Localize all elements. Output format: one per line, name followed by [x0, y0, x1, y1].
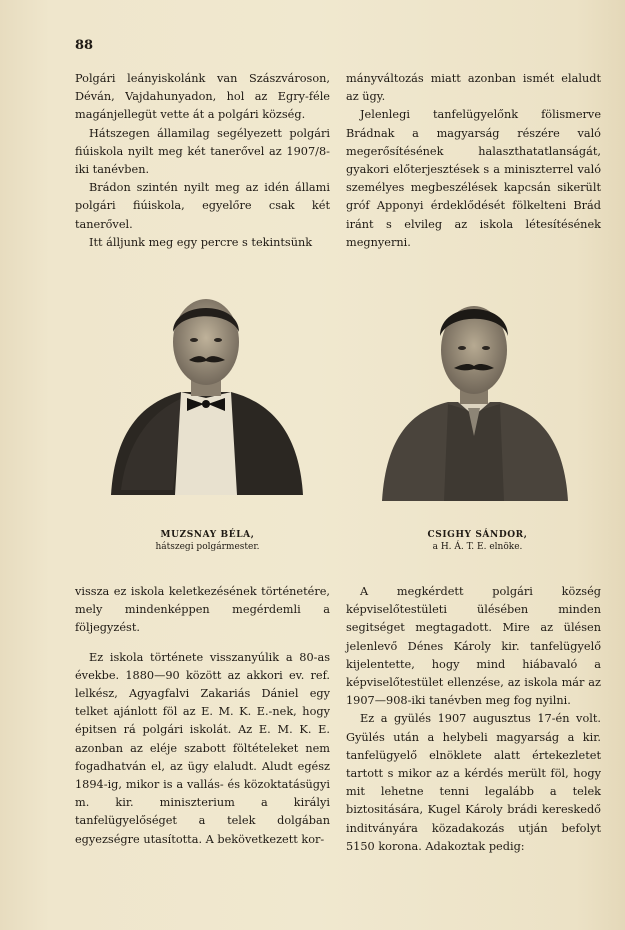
paragraph: Itt álljunk meg egy percre s tekintsünk	[89, 235, 313, 249]
caption-right	[390, 529, 565, 553]
paragraph: Hátszegen államilag segélyezett polgári fiúiskola nyilt meg két tanerővel az 1907/8-iki tanévben.	[75, 126, 330, 177]
caption-name: MUZSNAY BÉLA,	[160, 530, 255, 540]
page-number: 88	[75, 38, 94, 53]
caption-name: CSIGHY SÁNDOR,	[427, 530, 528, 540]
paragraph: Ez iskola története visszanyúlik a 80-as évekbe. 1880—90 között az akkori ev. ref. lelkész, Agyagfalvi Zakariás Dániel egy telket ajánlott föl az E. M. K. E.-nek, hogy épitsen rá polgári iskolát. Az E. M. K. E. azonban az eléje szabott föltételeket nem fogadhatván el, az ügy elaludt. Aludt egész 1894-ig, mikor is a vallás- és közoktatásügyi m. kir. miniszterium a királyi tanfelügyelőséget a telek dolgában egyezségre utasította. A bekövetkezett kor-	[75, 650, 330, 846]
caption-role: a H. Á. T. E. elnöke.	[432, 542, 523, 552]
paragraph: vissza ez iskola keletkezésének történetére, mely mindenképpen megérdemli a följegyzést.	[75, 585, 330, 635]
paragraph: Jelenlegi tanfelügyelőnk fölismerve Brádnak a magyarság részére való megerősítésének halaszthatatlanságát, gyakori előterjesztések s a miniszterrel való személyes megbeszélések kapcsán sikerült gróf Apponyi érdeklődését fölkelteni Brád iránt s elvileg az iskola létesítésének megnyerni.	[346, 108, 601, 249]
portrait-photo-csighy	[378, 286, 570, 506]
paragraph: Brádon szintén nyilt meg az idén állami polgári fiúiskola, egyelőre csak két tanerővel.	[75, 181, 330, 231]
caption-left	[120, 529, 295, 553]
paragraph: Polgári leányiskolánk van Szászvároson, Déván, Vajdahunyadon, hol az Egry-féle magánjellegüt vette át a polgári község.	[75, 72, 330, 122]
column-top-left	[75, 70, 330, 252]
caption-role: hátszegi polgármester.	[155, 542, 260, 552]
column-bottom-right	[346, 583, 601, 856]
column-bottom-left	[75, 583, 330, 849]
portrait-photo-muzsnay	[103, 280, 308, 505]
paragraph: mányváltozás miatt azonban ismét elaludt az ügy.	[346, 72, 601, 104]
paragraph: A megkérdett polgári község képviselőtestületi ülésében minden segitséget megtagadott. Mire az ülésen jelenlevő Dénes Károly kir. tanfelügyelő kijelentette, hogy mind hiábavaló a képviselőtestület ellenzése, az iskola már az 1907—908-iki tanévben meg fog nyilni.	[346, 585, 601, 708]
paragraph: Ez a gyülés 1907 augusztus 17-én volt. Gyülés után a helybeli magyarság a kir. tanfelügyelő elnöklete alatt értekezletet tartott s mikor az a kérdés merült föl, hogy mit lehetne tenni legalább a telek biztositására, Kugel Károly brádi kereskedő inditványára közadakozás utján befolyt 5150 korona. Adakoztak pedig:	[346, 712, 601, 853]
column-top-right	[346, 70, 601, 252]
